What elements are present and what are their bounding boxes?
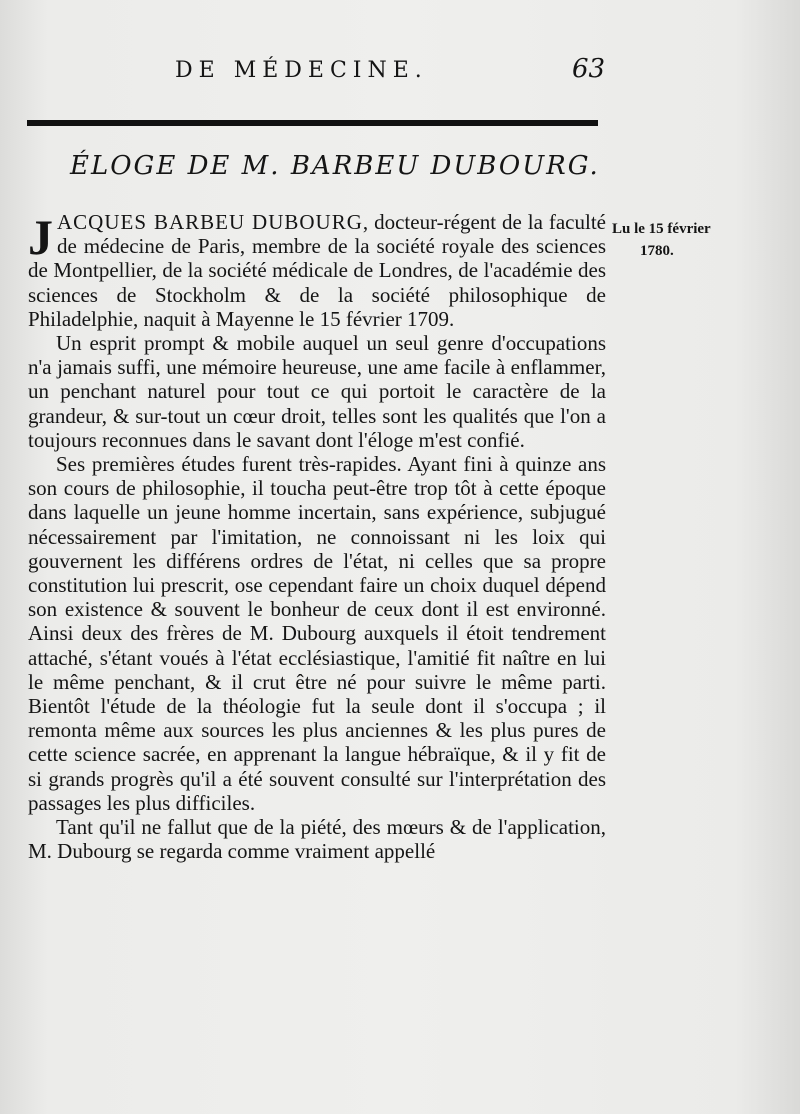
header-rule (27, 120, 598, 126)
page-number: 63 (572, 54, 606, 84)
paragraph-2: Un esprit prompt & mobile auquel un seul genre d'occupations n'a jamais suffi, une mémoire heureuse, une ame facile à enflammer, un penchant naturel pour tout ce qui portoit le caractère de la grandeur, & sur-tout un cœur droit, telles sont les qualités que l'on a toujours reconnues dans le savant dont l'éloge m'est confié. (28, 331, 606, 452)
author-name: ACQUES BARBEU DUBOURG (57, 210, 363, 234)
margin-note (612, 218, 742, 262)
drop-cap: J (28, 209, 53, 265)
running-header: DE MÉDECINE. (175, 58, 428, 83)
margin-note-year: 1780. (640, 243, 674, 259)
article-body (28, 210, 606, 863)
paragraph-1-text: , docteur-régent de la faculté de médecine de Paris, membre de la société royale des sciences de Montpellier, de la société médicale de Londres, de l'académie des sciences de Stockholm & de la société philosophique de Philadelphie, naquit à Mayenne le 15 février 1709. (28, 210, 606, 331)
paragraph-1 (28, 210, 606, 331)
margin-note-date: Lu le 15 février (612, 221, 711, 237)
paragraph-4: Tant qu'il ne fallut que de la piété, des mœurs & de l'application, M. Dubourg se regarda comme vraiment appellé (28, 815, 606, 864)
paragraph-3: Ses premières études furent très-rapides. Ayant fini à quinze ans son cours de philosophie, il toucha peut-être trop tôt à cette époque dans laquelle un jeune homme incertain, sans expérience, subjugué nécessairement par l'imitation, ne connoissant ni les loix qui gouvernent les différens ordres de l'état, ni celles que sa propre constitution lui prescrit, ose cependant faire un choix duquel dépend son existence & souvent le bonheur de ceux dont il est environné. Ainsi deux des frères de M. Dubourg auxquels il étoit tendrement attaché, s'étant voués à l'état ecclésiastique, l'amitié fit naître en lui le même penchant, & il crut être né pour suivre le même parti. Bientôt l'étude de la théologie fut la seule dont il s'occupa ; il remonta même aux sources les plus anciennes & les plus pures de cette science sacrée, en apprenant la langue hébraïque, & il y fit de si grands progrès qu'il a été souvent consulté sur l'interprétation des passages les plus difficiles. (28, 452, 606, 815)
article-title: ÉLOGE DE M. BARBEU DUBOURG. (70, 151, 600, 181)
